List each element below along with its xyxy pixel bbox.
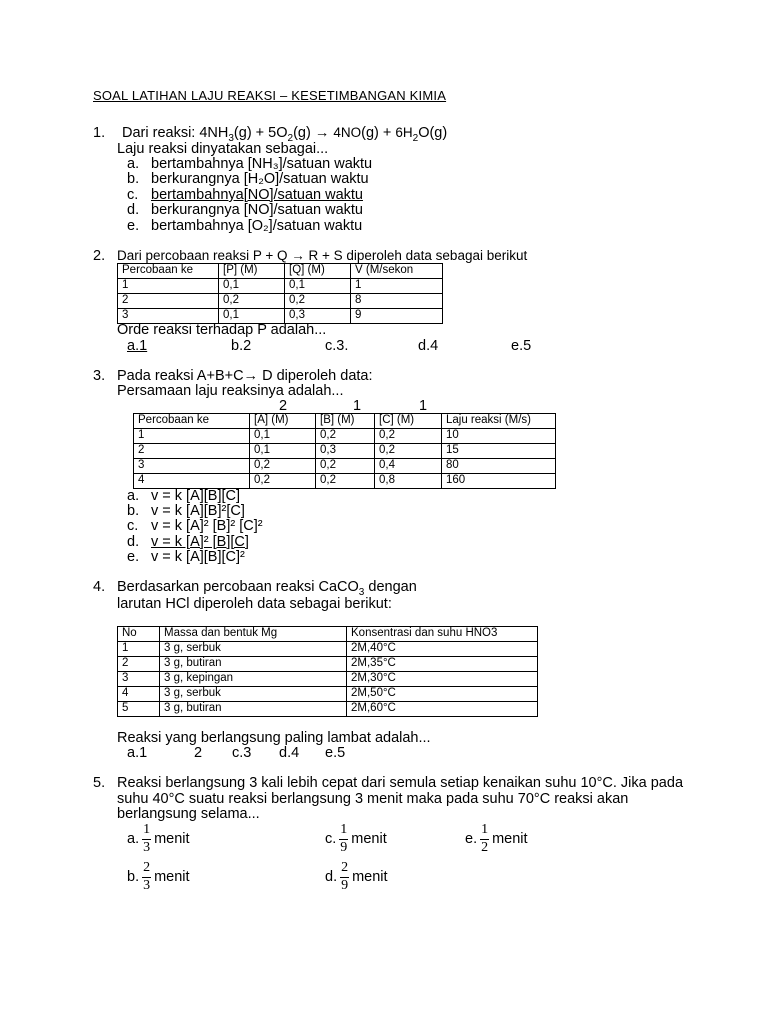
table-cell: 9 bbox=[351, 309, 443, 324]
table-row bbox=[134, 474, 556, 489]
q4-option-d: d.4 bbox=[279, 745, 300, 761]
q4-question: Reaksi yang berlangsung paling lambat adalah... bbox=[117, 730, 431, 746]
table-cell: 2 bbox=[118, 294, 219, 309]
table-cell: 2M,50°C bbox=[347, 687, 538, 702]
table-cell: 0,2 bbox=[250, 474, 316, 489]
q4-option-b: 2 bbox=[194, 745, 203, 761]
table-cell: 0,2 bbox=[375, 429, 442, 444]
table-cell: 0,2 bbox=[219, 294, 285, 309]
table-cell: 2M,40°C bbox=[347, 642, 538, 657]
q5-option-d: d. $\frac{2}{9}$ menit bbox=[325, 860, 388, 893]
q4-option-e: e.5 bbox=[325, 745, 346, 761]
q4-option-a: a.1 bbox=[127, 745, 148, 761]
table-cell: 4 bbox=[118, 687, 160, 702]
q3-option-e: e. v = k [A][B][C]² bbox=[127, 549, 245, 565]
q5-line-1: Reaksi berlangsung 3 kali lebih cepat dari semula setiap kenaikan suhu 10°C. Jika pada bbox=[117, 775, 684, 791]
table-cell: 2M,60°C bbox=[347, 702, 538, 717]
q3-prompt: Persamaan laju reaksinya adalah... bbox=[117, 383, 344, 399]
table-cell: 0,2 bbox=[250, 459, 316, 474]
q3-stem: Pada reaksi A+B+C→ D diperoleh data: bbox=[117, 368, 373, 384]
table-cell: 10 bbox=[442, 429, 556, 444]
table-cell: 0,1 bbox=[285, 279, 351, 294]
q5-option-c: c. $\frac{1}{9}$ menit bbox=[325, 822, 387, 855]
table-header-cell: Percobaan ke bbox=[118, 264, 219, 279]
table-row bbox=[118, 279, 443, 294]
q2-option-d: d.4 bbox=[418, 338, 439, 354]
q2-stem: Dari percobaan reaksi P + Q → R + S diperoleh data sebagai berikut bbox=[117, 248, 528, 263]
table-cell: 0,1 bbox=[219, 309, 285, 324]
q3-option-a: a. v = k [A][B][C] bbox=[127, 488, 241, 504]
q1-option-e: e. bertambahnya [O₂]/satuan waktu bbox=[127, 218, 363, 234]
q4-stem: Berdasarkan percobaan reaksi CaCO$_3$ dengan bbox=[117, 579, 417, 598]
table-cell: 2 bbox=[134, 444, 250, 459]
q2-table bbox=[117, 263, 443, 324]
table-row bbox=[118, 702, 538, 717]
table-row bbox=[118, 642, 538, 657]
fraction: $\frac{1}{3}$ bbox=[143, 822, 151, 855]
table-cell: 4 bbox=[134, 474, 250, 489]
table-cell: 2M,35°C bbox=[347, 657, 538, 672]
table-cell: 1 bbox=[118, 279, 219, 294]
fraction: $\frac{1}{9}$ bbox=[340, 822, 348, 855]
table-row bbox=[118, 294, 443, 309]
table-row bbox=[118, 657, 538, 672]
table-cell: 3 bbox=[134, 459, 250, 474]
document-title: SOAL LATIHAN LAJU REAKSI – KESETIMBANGAN KIMIA bbox=[93, 88, 447, 103]
table-cell: 0,1 bbox=[219, 279, 285, 294]
table-cell: 0,4 bbox=[375, 459, 442, 474]
table-header-row bbox=[118, 264, 443, 279]
table-header-cell: [C] (M) bbox=[375, 414, 442, 429]
q5-line-3: berlangsung selama... bbox=[117, 806, 260, 822]
table-cell: 0,3 bbox=[285, 309, 351, 324]
q3-option-c: c. v = k [A]² [B]² [C]² bbox=[127, 518, 263, 534]
q5-option-a: a. $\frac{1}{3}$ menit bbox=[127, 822, 190, 855]
table-header-row bbox=[118, 627, 538, 642]
table-cell: 1 bbox=[351, 279, 443, 294]
q2-option-e: e.5 bbox=[511, 338, 532, 354]
table-header-cell: Laju reaksi (M/s) bbox=[442, 414, 556, 429]
table-header-cell: No bbox=[118, 627, 160, 642]
table-row bbox=[134, 459, 556, 474]
table-header-cell: [Q] (M) bbox=[285, 264, 351, 279]
q3-table bbox=[133, 413, 556, 489]
table-header-cell: [P] (M) bbox=[219, 264, 285, 279]
q4-option-c: c.3 bbox=[232, 745, 252, 761]
table-header-cell: Massa dan bentuk Mg bbox=[160, 627, 347, 642]
table-cell: 1 bbox=[118, 642, 160, 657]
table-cell: 2M,30°C bbox=[347, 672, 538, 687]
q1-option-a: a. bertambahnya [NH₃]/satuan waktu bbox=[127, 156, 373, 172]
table-cell: 1 bbox=[134, 429, 250, 444]
table-cell: 3 bbox=[118, 672, 160, 687]
q5-option-e: e. $\frac{1}{2}$ menit bbox=[465, 822, 528, 855]
fraction: $\frac{1}{2}$ bbox=[481, 822, 489, 855]
q3-order-a: 2 bbox=[279, 398, 288, 414]
table-cell: 3 g, butiran bbox=[160, 657, 347, 672]
table-cell: 0,2 bbox=[285, 294, 351, 309]
table-row bbox=[118, 687, 538, 702]
q4-stem-line2: larutan HCl diperoleh data sebagai berikut: bbox=[117, 596, 392, 612]
table-row bbox=[134, 444, 556, 459]
q1-number: 1. bbox=[93, 125, 106, 141]
q4-table bbox=[117, 626, 538, 717]
q5-number: 5. bbox=[93, 775, 106, 791]
fraction: $\frac{2}{9}$ bbox=[341, 860, 349, 893]
table-header-cell: Konsentrasi dan suhu HNO3 bbox=[347, 627, 538, 642]
table-cell: 3 g, serbuk bbox=[160, 687, 347, 702]
table-cell: 0,2 bbox=[316, 474, 375, 489]
table-cell: 3 bbox=[118, 309, 219, 324]
table-cell: 80 bbox=[442, 459, 556, 474]
q3-number: 3. bbox=[93, 368, 106, 384]
table-header-cell: [A] (M) bbox=[250, 414, 316, 429]
table-cell: 8 bbox=[351, 294, 443, 309]
table-cell: 0,3 bbox=[316, 444, 375, 459]
table-cell: 0,2 bbox=[316, 459, 375, 474]
q5-line-2: suhu 40°C suatu reaksi berlangsung 3 menit maka pada suhu 70°C reaksi akan bbox=[117, 791, 629, 807]
table-cell: 2 bbox=[118, 657, 160, 672]
table-header-row bbox=[134, 414, 556, 429]
table-row bbox=[118, 672, 538, 687]
q1-prompt: Laju reaksi dinyatakan sebagai... bbox=[117, 141, 329, 157]
table-cell: 3 g, kepingan bbox=[160, 672, 347, 687]
q3-option-b: b. v = k [A][B]²[C] bbox=[127, 503, 245, 519]
q1-stem: Dari reaksi: $4NH_3(g) + 5O_2(g) \to 4NO(g) + 6H_2O(g)$ bbox=[122, 125, 448, 144]
q3-order-c: 1 bbox=[419, 398, 428, 414]
table-cell: 3 g, serbuk bbox=[160, 642, 347, 657]
q1-option-c: c. bertambahnya[NO]/satuan waktu bbox=[127, 187, 363, 203]
table-row bbox=[134, 429, 556, 444]
q2-number: 2. bbox=[93, 248, 106, 264]
q2-question: Orde reaksi terhadap P adalah... bbox=[117, 322, 327, 338]
table-cell: 0,2 bbox=[316, 429, 375, 444]
fraction: $\frac{2}{3}$ bbox=[143, 860, 151, 893]
q1-option-b: b. berkurangnya [H₂O]/satuan waktu bbox=[127, 171, 369, 187]
q2-option-a: a.1 bbox=[127, 338, 148, 354]
q5-option-b: b. $\frac{2}{3}$ menit bbox=[127, 860, 190, 893]
table-cell: 3 g, butiran bbox=[160, 702, 347, 717]
q3-option-d: d. v = k [A]² [B][C] bbox=[127, 534, 249, 550]
table-header-cell: [B] (M) bbox=[316, 414, 375, 429]
table-cell: 0,8 bbox=[375, 474, 442, 489]
table-cell: 5 bbox=[118, 702, 160, 717]
table-cell: 0,1 bbox=[250, 444, 316, 459]
table-cell: 15 bbox=[442, 444, 556, 459]
q1-option-d: d. berkurangnya [NO]/satuan waktu bbox=[127, 202, 363, 218]
table-cell: 0,2 bbox=[375, 444, 442, 459]
q2-option-b: b.2 bbox=[231, 338, 252, 354]
q3-order-b: 1 bbox=[353, 398, 362, 414]
table-cell: 160 bbox=[442, 474, 556, 489]
q2-option-c: c.3. bbox=[325, 338, 349, 354]
table-header-cell: V (M/sekon bbox=[351, 264, 443, 279]
q4-number: 4. bbox=[93, 579, 106, 595]
table-cell: 0,1 bbox=[250, 429, 316, 444]
table-header-cell: Percobaan ke bbox=[134, 414, 250, 429]
